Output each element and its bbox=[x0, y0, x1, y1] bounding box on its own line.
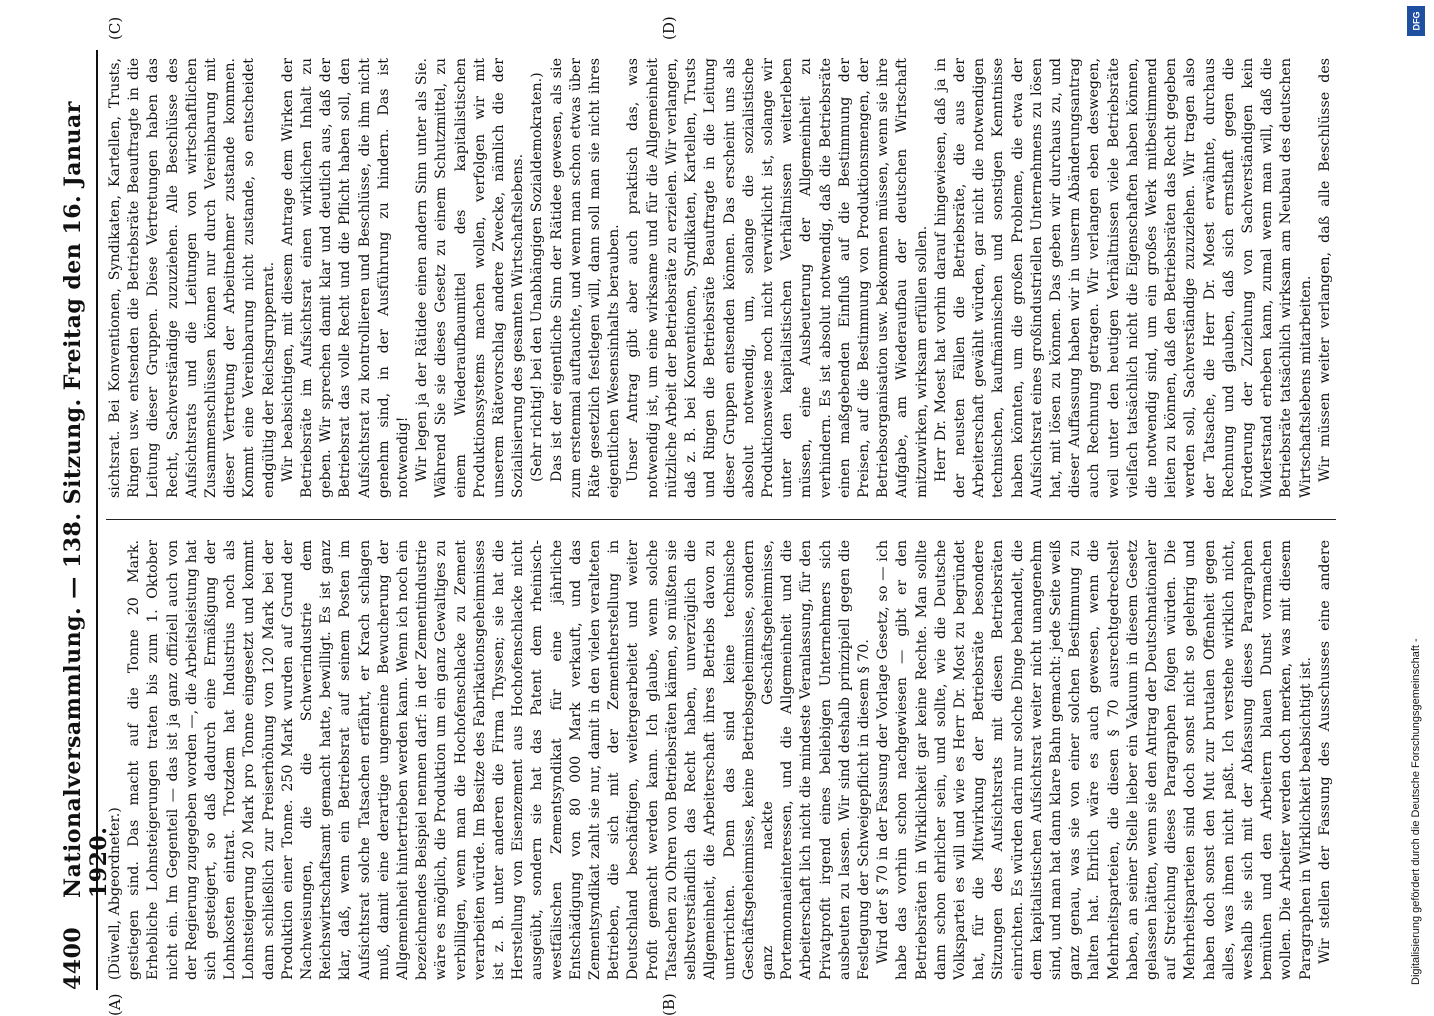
page-header-title: Nationalversammlung. — 138. Sitzung. Freitag den 16. Januar 1920. bbox=[60, 101, 112, 898]
margin-marker-a: (A) bbox=[106, 993, 124, 1016]
left-paragraph-1: gestiegen sind. Das macht auf die Tonne 20 Mark. Erhebliche Lohnsteigerungen traten bis zum 1. Oktober nicht ein. Im Gegenteil — das ist ja ganz offiziell auch von der Regierung zugegeben worden —, die Arbeitsleistung hat sich gesteigert, so daß dadurch eine Ermäßigung der Lohnkosten eintrat. Trotzdem hat Industrius noch als Lohnsteigerung 20 Mark pro Tonne eingesetzt und kommt dann schließlich zur Preiserhöhung von 120 Mark bei der Produktion einer Tonne. 250 Mark wurden auf Grund der Nachweisungen, die die Schwerindustrie dem Reichswirtschaftsamt gemacht hatte, bewilligt. Es ist ganz klar, daß, wenn ein Betriebsrat auf seinem Posten im Aufsichtsrat solche Tatsachen erfährt, er Krach schlagen muß, damit eine derartige ungemeine Bewucherung der Allgemeinheit hintertrieben werden kann. Wenn ich noch ein bezeichnendes Beispiel nennen darf: in der Zementindustrie wäre es möglich, die Produktion um ein ganz Gewaltiges zu verbilligen, wenn man die Hochofenschlacke zu Zement verarbeiten würde. Im Besitze des Fabrikationsgeheimnisses ist z. B. unter anderen die Firma Thyssen; sie hat die Herstellung von Eisenzement aus Hochofenschlacke nicht ausgeübt, sondern sie hat das Patent dem rheinisch-westfälischen Zementsyndikat für eine jährliche Entschädigung von 80 000 Mark verkauft, und das Zementsyndikat zahlt sie nur, damit in den vielen veralteten Betrieben, die sich mit der Zementherstellung in Deutschland beschäftigen, weitergearbeitet und weiter Profit gemacht werden kann. Ich glaube, wenn solche Tatsachen zu Ohren von Betriebsräten kämen, so müßten sie selbstverständlich das Recht haben, unverzüglich die Allgemeinheit, die Arbeiterschaft ihres Betriebs davon zu unterrichten. Denn das sind keine technische Geschäftsgeheimnisse, keine Betriebsgeheimnisse, sondern ganz nackte Geschäftsgeheimnisse, Portemonnaieinteressen, und die Allgemeinheit und die Arbeiterschaft lich nicht die mindeste Veranlassung, für den Privatprofit irgend eines beliebigen Unternehmers sich ausbeuten zu lassen. Wir sind deshalb prinzipiell gegen die Festlegung der Schweigepflicht in diesem § 70. bbox=[126, 540, 872, 980]
right-paragraph-8: Wir müssen weiter verlangen, daß alle Beschlüsse des bbox=[1316, 58, 1333, 482]
right-paragraph-4: (Sehr richtig! bei den Unabhängigen Sozialdemokraten.) bbox=[529, 72, 546, 482]
header-rule bbox=[96, 50, 98, 990]
margin-marker-b: (B) bbox=[660, 993, 678, 1016]
dfg-logo-icon: DFG bbox=[1407, 6, 1425, 36]
margin-marker-c: (C) bbox=[106, 16, 124, 40]
left-paragraph-2: Wird der § 70 in der Fassung der Vorlage Gesetz, so — ich habe das vorhin schon nachgewiesen — gibt er den Betriebsräten in Wirklichkeit gar keine Rechte. Man sollte dann schon ehrlicher sein, und sollte, wie die Deutsche Volkspartei es will und wie es Herr Dr. Most zu begründet hat, für die Mitwirkung der Betriebsräte besondere Sitzungen des Aufsichtsrats mit diesen Betriebsräten einrichten. Es würden darin nur solche Dinge behandelt, die dem kapitalistischen Aufsichtsrat weiter nicht unangenehm sind, und man hat dann klare Bahn gemacht: jede Seite weiß ganz genau, was sie von einer solchen Bestimmung zu halten hat. Ehrlich wäre es auch gewesen, wenn die Mehrheitsparteien, die diesen § 70 ausrechtgedrechselt haben, an seiner Stelle lieber ein Vakuum in diesem Gesetz gelassen hätten, wenn sie den Antrag der Deutschnationaler auf Streichung dieses Paragraphen folgen würden. Die Mehrheitsparteien sind doch sonst nicht so gelehrig und haben doch sonst den Mut zur brutalen Offenheit gegen alles, was ihnen nicht paßt. Ich verstehe wirklich nicht, weshalb sie sich mit der Abfassung dieses Paragraphen bemühen und den Arbeitern blauen Dunst vormachen wollen. Die Arbeiter werden doch merken, was mit diesem Paragraphen in Wirklichkeit beabsichtigt ist. bbox=[875, 540, 1314, 980]
right-paragraph-6: Unser Antrag gibt aber auch praktisch das, was notwendig ist, um eine wirksame und für die Allgemeinheit nützliche Arbeit der Betriebsräte zu erzielen. Wir verlangen, daß z. B. bei Konventionen, Syndikaten, Kartellen, Trusts und Ringen die Betriebsräte Beauftragte in die Leitung dieser Gruppen entsenden können. Das erscheint uns als absolut notwendig, um, solange die sozialistische Produktionsweise noch nicht verwirklicht ist, solange wir unter den kapitalistischen Verhältnissen weiterleben müssen, eine Ausbeuterung der Allgemeinheit zu verhindern. Es ist absolut notwendig, daß die Betriebsräte einen maßgebenden Einfluß auf die Bestimmung der Preisen, auf die Bestimmung von Produktionsmengen, der Betriebsorganisation usw. bekommen müssen, wenn sie ihre Aufgabe, am Wiederaufbau der deutschen Wirtschaft mitzuwirken, wirksam erfüllen sollen. bbox=[625, 58, 930, 498]
credit-text: Digitalisierung gefördert durch die Deutsche Forschungsgemeinschaft - bbox=[1410, 638, 1422, 985]
right-paragraph-7: Herr Dr. Moest hat vorhin darauf hingewiesen, daß ja in der neusten Fällen die Betriebsräte, die aus der Arbeiterschaft gewählt würden, gar nicht die notwendigen technischen, kaufmännischen und sonstigen Kenntnisse haben könnten, um die großen Probleme, die etwa der Aufsichtsrat eines großindustriellen Unternehmens zu lösen hat, mit lösen zu können. Das geben wir durchaus zu, und dieser Auffassung haben wir in unserm Abänderungsantrag auch Rechnung getragen. Wir verlangen eben deswegen, weil unter den heutigen Verhältnissen viele Betriebsräte vielfach tatsächlich nicht die Eigenschaften haben können, die notwendig sind, um ein großes Werk mitbestimmend leiten zu können, daß den Betriebsräten das Recht gegeben werden soll, Sachverständige zuzuziehen. Wir tragen also der Tatsache, die Herr Dr. Moest erwähnte, durchaus Rechnung und glauben, daß sich ernsthaft gegen die Forderung der Zuziehung von Sachverständigen kein Widerstand erheben kann, zumal wenn man will, daß die Betriebsräte tatsächlich wirksam am Neubau des deutschen Wirtschaftslebens mitarbeiten. bbox=[932, 58, 1314, 498]
left-paragraph-3: Wir stellen der Fassung des Ausschusses eine andere bbox=[1316, 540, 1333, 964]
digitization-credit bbox=[1404, 0, 1430, 1000]
rotated-page bbox=[50, 16, 1400, 1016]
margin-marker-d: (D) bbox=[660, 16, 678, 40]
right-paragraph-1: sichtsrat. Bei Konventionen, Syndikaten, Kartellen, Trusts, Ringen usw. entsenden die Betriebsräte Beauftragte in die Leitung dieser Gruppen. Diese Vertretungen haben das Recht, Sachverständige zuzuziehen. Alle Beschlüsse des Aufsichtsrats und die Leitungen von wirtschaftlichen Zusammenschlüssen können nur durch Vereinbarung mit dieser Vertretung der Arbeitnehmer zustande kommen. Kommt eine Vereinbarung nicht zustande, so entscheidet endgültig der Reichsgruppenrat. bbox=[107, 58, 277, 498]
right-paragraph-2: Wir beabsichtigen, mit diesem Antrage dem Wirken der Betriebsräte im Aufsichtsrat einen wirklichen Inhalt zu geben. Wir sprechen damit klar und deutlich aus, daß der Betriebsrat das volle Recht und die Pflicht haben soll, den Aufsichtsrat zu kontrollieren und Beschlüsse, die ihm nicht genehm sind, in der Ausführung zu hindern. Das ist notwendig! bbox=[279, 58, 412, 498]
speaker-prefix: (Düwell, Abgeordneter.) bbox=[107, 807, 123, 980]
column-divider bbox=[106, 519, 1336, 520]
right-paragraph-3: Wir legen ja der Rätidee einen andern Sinn unter als Sie. Während Sie sie dieses Gesetz zu einem Schutzmittel, zu einem Wiederaufbaumittel des kapitalistischen Produktionssystems machen wollen, verfolgen wir mit unserem Rätevorschlag andere Zwecke, nämlich die der Sozialisierung des gesamten Wirtschaftslebens. bbox=[414, 58, 527, 498]
right-paragraph-5: Das ist der eigentliche Sinn der Rätidee gewesen, als sie zum erstenmal auftauchte, und wenn man schon etwas über Räte gesetzlich festlegen will, dann soll man sie nicht ihres eigentlichen Wesensinhalts berauben. bbox=[548, 58, 623, 498]
page-number: 4400 bbox=[60, 926, 86, 990]
left-column bbox=[106, 540, 1336, 980]
right-column bbox=[106, 58, 1336, 498]
